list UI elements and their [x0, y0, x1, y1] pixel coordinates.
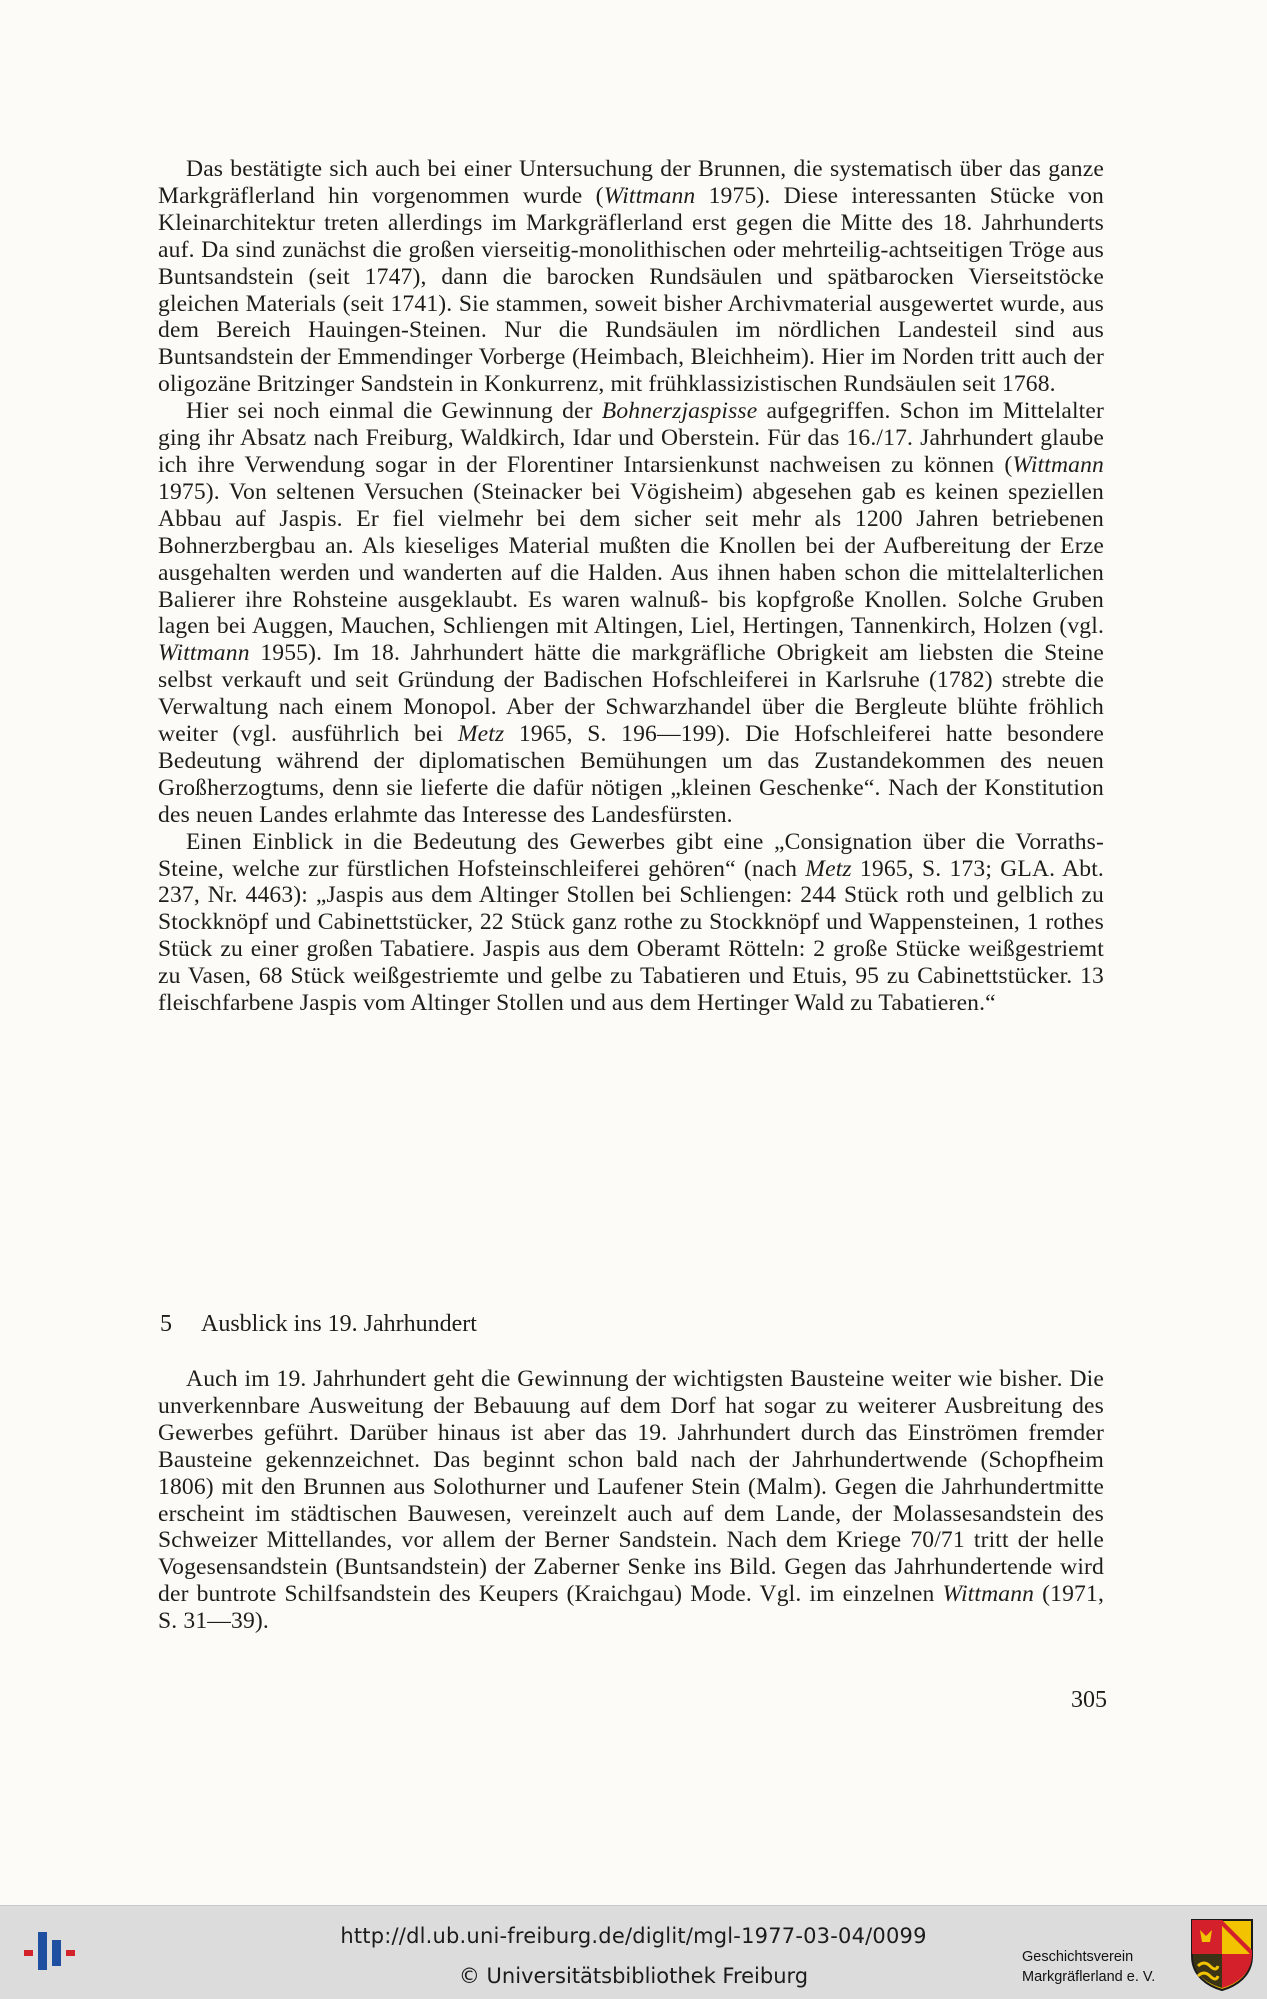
paragraph: [158, 829, 1104, 1017]
society-name-line: Geschichtsverein: [1022, 1949, 1134, 1965]
page-number: 305: [1071, 1687, 1107, 1713]
text-block-section-5: [158, 1366, 1104, 1635]
citation-author: Wittmann: [603, 182, 696, 209]
society-name: [1022, 1947, 1155, 1987]
text-run: 1965, S. 173; GLA. Abt. 237, Nr. 4463): „Jaspis aus dem Altinger Stollen bei Schliengen: 244 Stück roth und gelblich zu Stockknöpf und Cabinettstücker, 22 Stück ganz rothe zu Stockknöpf und Wappensteinen, 1 rothes Stück zu einer großen Tabatiere. Jaspis aus dem Oberamt Rötteln: 2 große Stücke weißgestriemt zu Vasen, 68 Stück weißgestriemte und gelbe zu Tabatieren und Etuis, 95 zu Cabinettstücker. 13 fleischfarbene Jaspis vom Altinger Stollen und aus dem Hertinger Wald zu Tabatieren.“: [158, 855, 1104, 1017]
text-run: 1955). Im 18. Jahrhundert hätte die markgräfliche Obrigkeit am liebsten die Steine selbst verkauft und seit Gründung der Badischen Hofschleiferei in Karlsruhe (1782) strebte die Verwaltung nach einem Monopol. Aber der Schwarzhandel über die Bergleute blühte fröhlich weiter (vgl. ausführlich bei: [158, 640, 1104, 748]
text-run: aufgegriffen. Schon im Mittelalter ging ihr Absatz nach Freiburg, Waldkirch, Idar und Oberstein. Für das 16./17. Jahrhundert glaube ich ihre Verwendung sogar in der Florentiner Intarsienkunst nachweisen zu können (: [158, 398, 1104, 478]
paragraph: [158, 156, 1104, 398]
text-run: Einen Einblick in die Bedeutung des Gewerbes gibt eine „Consignation über die Vorraths-Steine, welche zur fürstlichen Hofsteinschleiferei gehören“ (nach: [158, 828, 1104, 882]
text-block-section-4: [158, 156, 1104, 1017]
copyright-notice: © Universitätsbibliothek Freiburg: [458, 1964, 809, 1988]
text-run: (1971, S. 31—39).: [158, 1581, 1104, 1635]
citation-author: Wittmann: [942, 1581, 1035, 1608]
text-run: 1975). Diese interessanten Stücke von Kleinarchitektur treten allerdings im Markgräflerland erst gegen die Mitte des 18. Jahrhunderts auf. Da sind zunächst die großen vierseitig-monolithischen oder mehrteilig-achtseitigen Tröge aus Buntsandstein (seit 1747), dann die barocken Rundsäulen und spätbarocken Vierseitstöcke gleichen Materials (seit 1741). Sie stammen, soweit bisher Archivmaterial ausgewertet wurde, aus dem Bereich Hauingen-Steinen. Nur die Rundsäulen im nördlichen Landesteil sind aus Buntsandstein der Emmendinger Vorberge (Heimbach, Bleichheim). Hier im Norden tritt auch der oligozäne Britzinger Sandstein in Konkurrenz, mit frühklassizistischen Rundsäulen seit 1768.: [158, 182, 1104, 398]
citation-author: Metz: [805, 855, 852, 882]
society-name-line: Markgräflerland e. V.: [1022, 1969, 1156, 1985]
text-run: 1975). Von seltenen Versuchen (Steinacker bei Vögisheim) abgesehen gab es keinen speziellen Abbau auf Jaspis. Er fiel vielmehr bei dem sicher seit mehr als 1200 Jahren betriebenen Bohnerzbergbau an. Als kieseliges Material mußten die Knollen bei der Aufbereitung der Erze ausgehalten werden und wanderten auf die Halden. Aus ihnen haben schon die mittelalterlichen Balierer ihre Rohsteine ausgeklaubt. Es waren walnuß- bis kopfgroße Knollen. Solche Gruben lagen bei Auggen, Mauchen, Schliengen mit Altingen, Liel, Hertingen, Tannenkirch, Holzen (vgl.: [158, 478, 1104, 640]
section-number: 5: [160, 1311, 172, 1337]
italic-term: Bohnerzjaspisse: [601, 398, 758, 425]
text-run: 1965, S. 196—199). Die Hofschleiferei hatte besondere Bedeutung während der diplomatischen Bemühungen um das Zustandekommen des neuen Großherzogtums, denn sie lieferte die dafür nötigen „kleinen Geschenke“. Nach der Konstitution des neuen Landes erlahmte das Interesse des Landesfürsten.: [158, 721, 1104, 828]
citation-author: Metz: [457, 721, 505, 748]
viewer-footer: [0, 1905, 1267, 1999]
paragraph: [158, 398, 1104, 829]
text-run: Hier sei noch einmal die Gewinnung der: [186, 398, 602, 425]
paragraph: [158, 1366, 1104, 1635]
coat-of-arms-icon[interactable]: [1188, 1916, 1256, 1992]
citation-author: Wittmann: [158, 640, 250, 667]
text-run: Auch im 19. Jahrhundert geht die Gewinnung der wichtigsten Bausteine weiter wie bisher. Die unverkennbare Ausweitung der Bebauung auf dem Dorf hat sogar zu weiterer Ausbreitung des Gewerbes geführt. Darüber hinaus ist aber das 19. Jahrhundert durch das Einströmen fremder Bausteine gekennzeichnet. Das beginnt schon bald nach der Jahrhundertwende (Schopfheim 1806) mit den Brunnen aus Solothurner und Laufener Stein (Malm). Gegen die Jahrhundertmitte erscheint im städtischen Bauwesen, vereinzelt auch auf dem Lande, der Molassesandstein des Schweizer Mittellandes, vor allem der Berner Sandstein. Nach dem Kriege 70/71 tritt der helle Vogesensandstein (Buntsandstein) der Zaberner Senke ins Bild. Gegen das Jahrhundertende wird der buntrote Schilfsandstein des Keupers (Kraichgau) Mode. Vgl. im einzelnen: [158, 1366, 1104, 1608]
text-run: Das bestätigte sich auch bei einer Untersuchung der Brunnen, die systematisch über das ganze Markgräflerland hin vorgenommen wurde (: [158, 156, 1104, 209]
permalink-url[interactable]: http://dl.ub.uni-freiburg.de/diglit/mgl-1977-03-04/0099: [340, 1924, 927, 1948]
citation-author: Wittmann: [1012, 451, 1104, 478]
section-title: Ausblick ins 19. Jahrhundert: [201, 1311, 477, 1337]
section-heading: [160, 1310, 477, 1338]
